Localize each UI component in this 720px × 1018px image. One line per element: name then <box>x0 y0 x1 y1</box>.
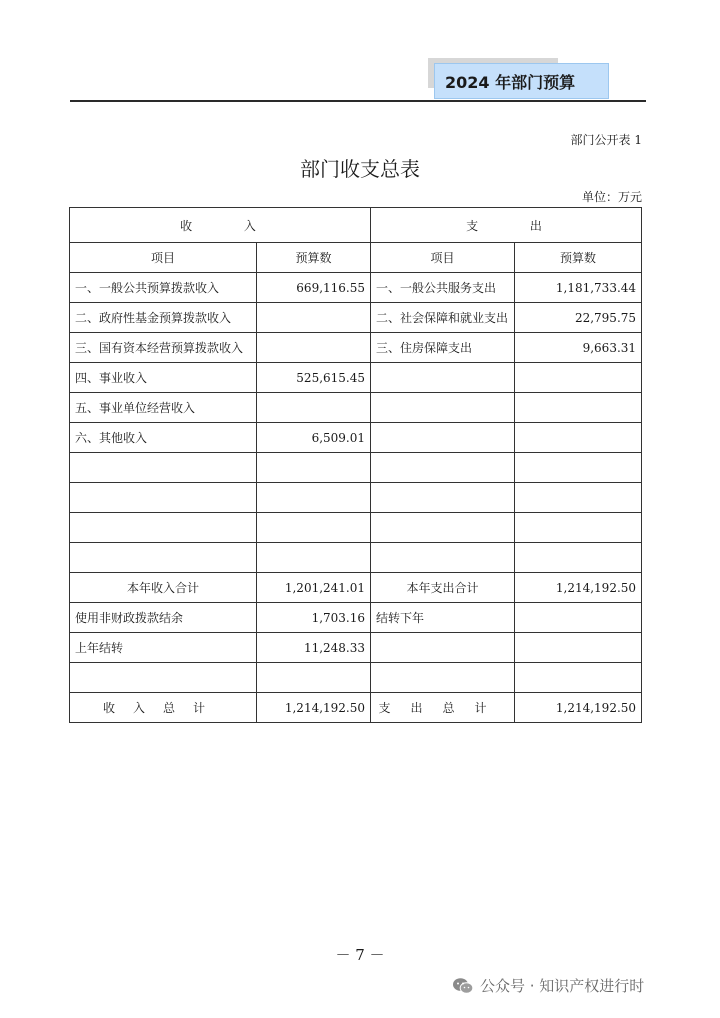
watermark <box>452 975 644 996</box>
section-expense-header <box>371 208 642 243</box>
expense-item-cell <box>371 453 515 483</box>
income-amount-cell <box>257 663 371 693</box>
expense-amount-cell <box>515 603 642 633</box>
income-item-cell <box>70 483 257 513</box>
income-subtotal-amount: 1,201,241.01 <box>257 573 371 603</box>
col-header-item: 项目 <box>70 243 257 273</box>
table-row <box>70 363 642 393</box>
expense-amount-cell: 9,663.31 <box>515 333 642 363</box>
income-amount-cell: 11,248.33 <box>257 633 371 663</box>
expense-item-cell <box>371 393 515 423</box>
table-row <box>70 273 642 303</box>
income-item-cell: 五、事业单位经营收入 <box>70 393 257 423</box>
expense-total-label: 支出总计 <box>371 693 515 723</box>
section-income-header <box>70 208 371 243</box>
income-item-cell: 六、其他收入 <box>70 423 257 453</box>
income-item-cell <box>70 663 257 693</box>
expense-item-cell <box>371 423 515 453</box>
subtotal-row <box>70 573 642 603</box>
table-row <box>70 453 642 483</box>
income-amount-cell <box>257 453 371 483</box>
col-header-item: 项目 <box>371 243 515 273</box>
income-amount-cell <box>257 303 371 333</box>
income-item-cell: 四、事业收入 <box>70 363 257 393</box>
header-badge-text: 2024 年部门预算 <box>445 72 576 92</box>
expense-item-cell: 三、住房保障支出 <box>371 333 515 363</box>
income-total-amount: 1,214,192.50 <box>257 693 371 723</box>
table-row <box>70 633 642 663</box>
income-item-cell <box>70 543 257 573</box>
expense-amount-cell <box>515 423 642 453</box>
expense-item-cell <box>371 363 515 393</box>
income-item-cell <box>70 453 257 483</box>
expense-item-cell: 二、社会保障和就业支出 <box>371 303 515 333</box>
expense-subtotal-label: 本年支出合计 <box>371 573 515 603</box>
income-item-cell <box>70 513 257 543</box>
expense-amount-cell <box>515 513 642 543</box>
income-subtotal-label: 本年收入合计 <box>70 573 257 603</box>
section-header-row <box>70 208 642 243</box>
section-expense-label: 支 出 <box>466 218 546 233</box>
table-row <box>70 333 642 363</box>
budget-summary-table <box>69 207 642 723</box>
income-amount-cell <box>257 393 371 423</box>
income-item-cell: 上年结转 <box>70 633 257 663</box>
document-number: 部门公开表 1 <box>570 133 642 147</box>
expense-amount-cell: 1,181,733.44 <box>515 273 642 303</box>
wechat-icon <box>452 977 474 995</box>
expense-item-cell: 结转下年 <box>371 603 515 633</box>
col-header-amount: 预算数 <box>257 243 371 273</box>
expense-amount-cell <box>515 543 642 573</box>
table-row <box>70 513 642 543</box>
table-row <box>70 423 642 453</box>
income-amount-cell <box>257 483 371 513</box>
table-row <box>70 603 642 633</box>
expense-amount-cell <box>515 633 642 663</box>
expense-amount-cell <box>515 483 642 513</box>
expense-subtotal-amount: 1,214,192.50 <box>515 573 642 603</box>
income-amount-cell: 6,509.01 <box>257 423 371 453</box>
income-amount-cell <box>257 513 371 543</box>
expense-amount-cell <box>515 393 642 423</box>
col-header-amount: 预算数 <box>515 243 642 273</box>
income-item-cell: 二、政府性基金预算拨款收入 <box>70 303 257 333</box>
expense-item-cell: 一、一般公共服务支出 <box>371 273 515 303</box>
income-amount-cell: 525,615.45 <box>257 363 371 393</box>
expense-item-cell <box>371 513 515 543</box>
expense-item-cell <box>371 543 515 573</box>
page-title: 部门收支总表 <box>300 157 420 181</box>
income-item-cell: 一、一般公共预算拨款收入 <box>70 273 257 303</box>
header-rule <box>70 100 646 102</box>
table-row <box>70 663 642 693</box>
expense-amount-cell: 22,795.75 <box>515 303 642 333</box>
table-row <box>70 393 642 423</box>
column-header-row <box>70 243 642 273</box>
table-row <box>70 483 642 513</box>
income-amount-cell <box>257 333 371 363</box>
unit-label: 单位：万元 <box>581 190 642 204</box>
income-amount-cell: 1,703.16 <box>257 603 371 633</box>
expense-total-amount: 1,214,192.50 <box>515 693 642 723</box>
expense-item-cell <box>371 663 515 693</box>
income-item-cell: 使用非财政拨款结余 <box>70 603 257 633</box>
income-total-label: 收入总计 <box>70 693 257 723</box>
watermark-text: 公众号 · 知识产权进行时 <box>480 977 645 995</box>
expense-amount-cell <box>515 663 642 693</box>
income-amount-cell <box>257 543 371 573</box>
table-row <box>70 303 642 333</box>
total-row <box>70 693 642 723</box>
header-badge <box>434 63 609 99</box>
expense-item-cell <box>371 483 515 513</box>
income-item-cell: 三、国有资本经营预算拨款收入 <box>70 333 257 363</box>
expense-item-cell <box>371 633 515 663</box>
expense-amount-cell <box>515 453 642 483</box>
expense-amount-cell <box>515 363 642 393</box>
section-income-label: 收 入 <box>180 218 260 233</box>
page-number: － 7 － <box>335 946 385 964</box>
income-amount-cell: 669,116.55 <box>257 273 371 303</box>
table-row <box>70 543 642 573</box>
